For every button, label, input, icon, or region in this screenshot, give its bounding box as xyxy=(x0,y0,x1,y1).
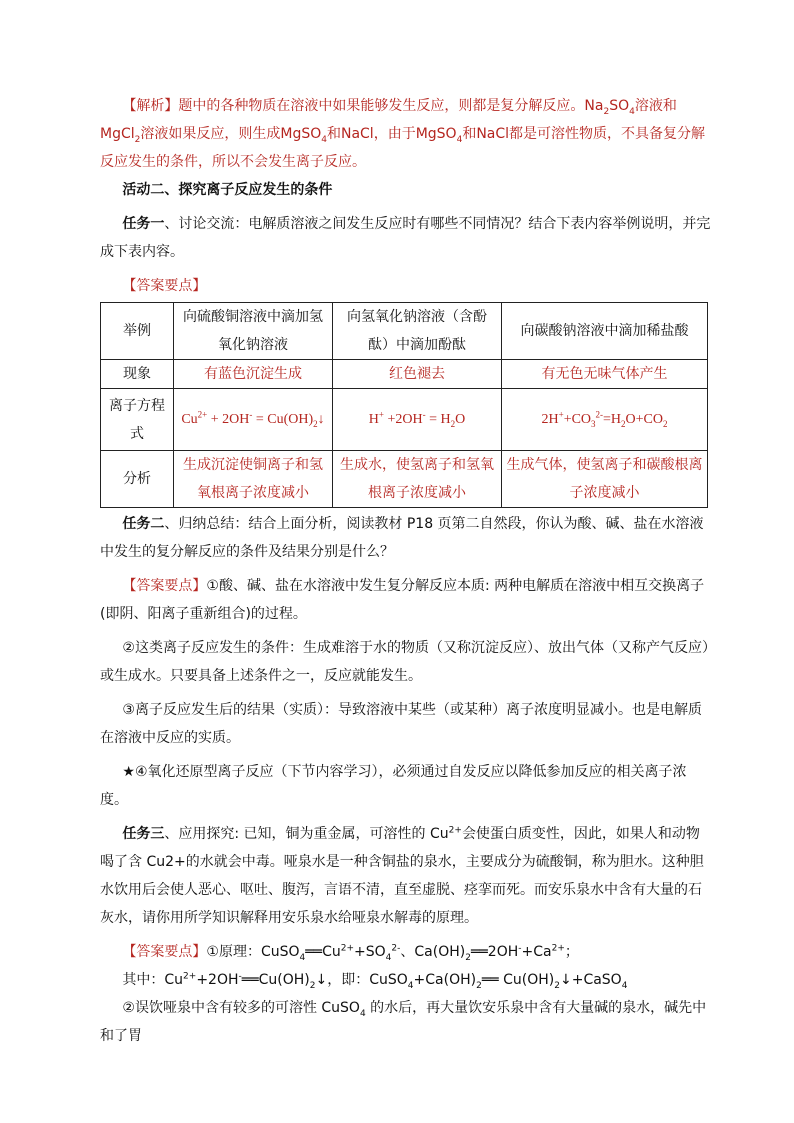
subscript: 4 xyxy=(407,980,414,991)
superscript: 2+ xyxy=(183,971,197,982)
task-label: 任务二 xyxy=(122,516,165,532)
table-cell: 向碳酸钠溶液中滴加稀盐酸 xyxy=(502,303,708,360)
eq-part: +Ca(OH) xyxy=(413,972,477,988)
task3-answer-line2 xyxy=(100,966,712,994)
subscript: 4 xyxy=(299,952,306,963)
table-cell: 有无色无味气体产生 xyxy=(502,360,708,389)
equation-cell xyxy=(174,389,333,451)
subscript: 4 xyxy=(321,134,327,145)
formula: MgCl xyxy=(100,126,135,142)
subscript: 4 xyxy=(359,1008,366,1019)
task1-paragraph xyxy=(100,210,712,266)
task2-answer-p1 xyxy=(100,572,712,628)
subscript: 4 xyxy=(621,980,628,991)
answer-text: 的水后，再大量饮安乐泉中含有大量碱的泉水，碱先中和了胃 xyxy=(100,1000,707,1044)
superscript: - xyxy=(518,943,522,954)
eq-part: +CO xyxy=(563,411,592,427)
subscript: 2 xyxy=(465,952,471,963)
formula: MgSO xyxy=(415,126,457,142)
superscript: 2+ xyxy=(197,408,208,419)
superscript: - xyxy=(238,971,242,982)
task-text: 、应用探究: 已知，铜为重金属，可溶性的 Cu xyxy=(164,826,449,842)
answer-tag: 【答案要点】 xyxy=(122,944,207,960)
subscript: 2 xyxy=(476,980,482,991)
eq-part: ══2OH xyxy=(470,944,519,960)
eq-part: ↓+CaSO xyxy=(559,972,622,988)
table-row xyxy=(101,451,708,508)
table-cell: 生成水，使氢离子和氢氧根离子浓度减小 xyxy=(333,451,502,508)
subscript: 2 xyxy=(309,980,316,991)
table-cell: 有蓝色沉淀生成 xyxy=(174,360,333,389)
equation-cell xyxy=(502,389,708,451)
superscript: 2+ xyxy=(340,943,355,954)
eq-part: H xyxy=(368,411,379,427)
eq-part: + 2OH xyxy=(207,411,250,427)
superscript: 2- xyxy=(595,408,604,419)
task-text: 、归纳总结：结合上面分析，阅读教材 P18 页第二自然段，你认为酸、碱、盐在水溶液中发生的复分解反应的条件及结果分别是什么？ xyxy=(100,516,704,560)
table-cell: 生成气体，使氢离子和碳酸根离子浓度减小 xyxy=(502,451,708,508)
table-cell: 向氢氧化钠溶液（含酚酞）中滴加酚酞 xyxy=(333,303,502,360)
analysis-text: 和 xyxy=(326,126,341,142)
eq-part: +2OH xyxy=(196,972,239,988)
subscript: 4 xyxy=(629,106,635,117)
formula: SO xyxy=(609,98,630,114)
table-cell: 现象 xyxy=(101,360,174,389)
subscript: 4 xyxy=(456,134,463,145)
task3-paragraph xyxy=(100,820,712,932)
eq-part: ↓，即：CuSO xyxy=(315,972,408,988)
eq-part: ↓ xyxy=(317,411,325,427)
table-cell: 分析 xyxy=(101,451,174,508)
answer-tag: 【答案要点】 xyxy=(122,578,207,594)
analysis-text: ，由于 xyxy=(373,126,416,142)
subscript: 2 xyxy=(621,418,626,429)
subscript: 2 xyxy=(450,418,456,429)
table-cell: 举例 xyxy=(101,303,174,360)
superscript: - xyxy=(422,408,426,419)
task2-answer-p3: ③离子反应发生后的结果（实质）：导致溶液中某些（或某种）离子浓度明显减小。也是电解质在溶液中反应的实质。 xyxy=(100,702,702,746)
eq-part: 2H xyxy=(541,411,559,427)
eq-part: Cu xyxy=(181,411,198,427)
task3-answer-line1 xyxy=(100,938,712,966)
analysis-text: 溶液如果反应，则生成 xyxy=(140,126,281,142)
answer-text: ②误饮哑泉中含有较多的可溶性 CuSO xyxy=(122,1000,360,1016)
eq-part: 、Ca(OH) xyxy=(400,944,466,960)
superscript: 2+ xyxy=(551,943,565,954)
subscript: 2 xyxy=(603,106,610,117)
analysis-paragraph xyxy=(100,92,712,176)
analysis-text: 题中的各种物质在溶液中如果能够发生反应，则都是复分解反应。 xyxy=(178,98,585,114)
eq-part: +SO xyxy=(354,944,386,960)
formula: MgSO xyxy=(280,126,322,142)
eq-part: ①原理：CuSO xyxy=(206,944,300,960)
equation-cell xyxy=(333,389,502,451)
task-label: 任务一 xyxy=(122,216,165,232)
eq-part: O xyxy=(455,411,466,427)
subscript: 3 xyxy=(591,418,596,429)
table-cell: 向硫酸铜溶液中滴加氢氧化钠溶液 xyxy=(174,303,333,360)
subscript: 2 xyxy=(663,418,668,429)
analysis-tag: 【解析】 xyxy=(122,98,179,114)
table-cell: 离子方程式 xyxy=(101,389,174,451)
reaction-table xyxy=(100,302,708,508)
eq-part: = H xyxy=(425,411,451,427)
analysis-text: 都是可溶性物质，不具备复分解反应发生的条件，所以不会发生离子反应。 xyxy=(100,126,706,170)
eq-part: O+CO xyxy=(625,411,664,427)
subscript: 4 xyxy=(385,952,392,963)
answer-text: ①酸、碱、盐在水溶液中发生复分解反应本质: 两种电解质在溶液中相互交换离子(即阴、阳离子重新组合)的过程。 xyxy=(100,578,705,622)
table-cell: 红色褪去 xyxy=(333,360,502,389)
eq-part: =H xyxy=(603,411,622,427)
activity-title: 活动二、探究离子反应发生的条件 xyxy=(122,182,333,198)
formula: Na xyxy=(584,98,604,114)
subscript: 2 xyxy=(134,134,141,145)
eq-part: = Cu(OH) xyxy=(252,411,314,427)
page-content xyxy=(100,92,712,1050)
superscript: + xyxy=(558,408,564,419)
eq-part: +2OH xyxy=(383,411,423,427)
task3-answer-line3 xyxy=(100,994,712,1050)
answer-tag: 【答案要点】 xyxy=(122,278,207,294)
eq-part: ； xyxy=(564,944,579,960)
eq-part: ══Cu(OH) xyxy=(241,972,310,988)
superscript: - xyxy=(249,408,253,419)
superscript: + xyxy=(378,408,384,419)
eq-part: ══Cu xyxy=(305,944,341,960)
superscript: 2+ xyxy=(448,825,462,836)
eq-part: 其中：Cu xyxy=(122,972,184,988)
task2-paragraph xyxy=(100,510,712,566)
task2-answer-p2: ②这类离子反应发生的条件：生成难溶于水的物质（又称沉淀反应）、放出气体（又称产气反应）或生成水。只要具备上述条件之一，反应就能发生。 xyxy=(100,640,709,684)
table-row xyxy=(101,303,708,360)
table-cell: 生成沉淀使铜离子和氢氧根离子浓度减小 xyxy=(174,451,333,508)
eq-part: ══ Cu(OH) xyxy=(481,972,555,988)
task2-answer-p4: ★④氧化还原型离子反应（下节内容学习），必须通过自发反应以降低参加反应的相关离子浓度。 xyxy=(100,764,687,808)
table-row xyxy=(101,360,708,389)
task-text: 、讨论交流：电解质溶液之间发生反应时有哪些不同情况？结合下表内容举例说明，并完成下表内容。 xyxy=(100,216,711,260)
analysis-text: 和 xyxy=(462,126,477,142)
task-text: 会使蛋白质变性，因此，如果人和动物喝了含 Cu2+的水就会中毒。哑泉水是一种含铜盐的泉水，主要成分为硫酸铜，称为胆水。这种胆水饮用后会使人恶心、呕吐、腹泻，言语不清，直至虚脱、痉挛而死。而安乐泉水中含有大量的石灰水，请你用所学知识解释用安乐泉水给哑泉水解毒的原理。 xyxy=(100,826,704,926)
superscript: 2- xyxy=(391,943,401,954)
formula: NaCl xyxy=(476,126,510,142)
subscript: 2 xyxy=(554,980,560,991)
formula: NaCl xyxy=(340,126,374,142)
eq-part: +Ca xyxy=(521,944,552,960)
table-row xyxy=(101,389,708,451)
analysis-text: 溶液和 xyxy=(634,98,677,114)
task-label: 任务三 xyxy=(122,826,165,842)
subscript: 2 xyxy=(313,418,318,429)
